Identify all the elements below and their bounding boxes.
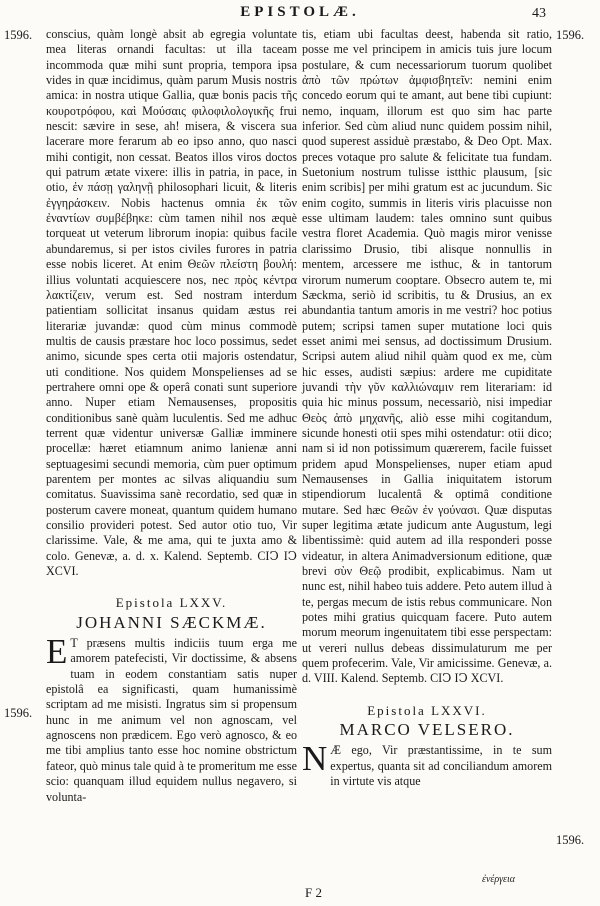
signature-mark: F 2 xyxy=(305,885,322,900)
right-column xyxy=(302,27,552,790)
letter-body-text: tis, etiam ubi facultas deest, habenda sit ratio, posse me vel principem in amicis tuis jure locum postulare, & cum necessariorum tuorum quolibet ἀπὸ τῶν πρώτων ἀμφισβητεῖν: nemini enim concedo eorum qui te amant, aut bene tibi cupiunt: nemo, inquam, illorum est quo sim hac parte inferior. Sed cùm aliud nunc quidem possim nihil, quod superest assiduè præstabo, & Deo Opt. Max. preces votaque pro salute & felicitate tua fundam. Suetonium nostrum tulisse istthic plausum, [sic enim scribis] per mihi gratum est ac jucundum. Sic enim cogito, summis in literis viris placuisse non esse ultimam laudem: tales omnino sunt quibus vestra floret Academia. Quò magis miror venisse clarissimo Drusio, tibi alisque nonnullis in mentem, arcessere me isthuc, & in tantorum virorum numerum cooptare. Obsecro autem te, mi Sæckma, seriò id scribitis, tu & Drusius, an ex abundantia tantum amoris in me vestri? hoc potius putem; scripsi tamen super mutatione loci quis esset animi mei sensus, ad doctissimum Drusium. Scripsi autem aliud nihil quàm quod ex me, cùm hic esses, audisti sæpius: ardere me cupiditate juvandi τὴν γῦν καλλιώναμιν rem literariam: id quia hic minus possum, necessariò, nisi impediar Θεὸς ἀπὸ μηχανῆς, aliò esse mihi cogitandum, sicunde honesti otii spes mihi ostendatur: otii dico; nam si id non potissimum quærerem, facile fuisset pridem apud Monspelienses, nuper etiam apud Nemausenses in Gallia iniquitatem istorum stipendiorum lucalentâ & optimâ conditione mutare. Sed hæc Θεῶν ἐν γούνασι. Quæ disputas super legitima ætate judicum ante Augustum, legi libentissimè: quid autem ad illa responderi posse videatur, in altera Animadversionum editione, quæ brevi σὺν Θεῷ prodibit, explicabimus. Nam ut nunc est, nihil habeo tuis addere. Peto autem illud à te, pergas mecum de istis rebus communicare. Non potes mihi gratius quicquam facere. Puto autem morum meorum ingenuitatem tibi esse perspectam: ut vereri nullus debeas dissimulaturum me per quem profecerim. Vale, Vir amicissime. Genevæ, a. d. VIII. Kalend. Septemb. CIↃ IↃ XCVI. xyxy=(302,27,552,686)
margin-year-left-mid: 1596. xyxy=(4,706,33,720)
margin-year-right-bottom: 1596. xyxy=(556,833,585,847)
letter-body-text: conscius, quàm longè absit ab egregia voluntate mea literas ornandi facultas: ut illa taceam incommoda quæ mihi sunt propria, tempora ipsa vides in quæ incidimus, quàm parum Musis nostris amica: in nostra utique Gallia, quæ bonis pacis τῆς κουροτρόφου, καὶ Μούσαις φιλοφιλολογικῆς frui nescit: sævire in sese, ah! misera, & viscera sua lacerare more ferarum ab eo ipso anno, quo nasci mihi contigit, non cessat. Beatos illos viros doctos qui patrum ætate vixere: illis in patria, in pace, in otio, ἐν πάσῃ γαληνῇ philosophari licuit, & literis ἐγγηράσκειν. Nobis hactenus omnia ἐκ τῶν ἐναντίων συμβέβηκε: cùm tamen nihil nos æquè torqueat ut veterum librorum inopia: quibus facile abundaremus, si per istos civiles furores in patria esse nobis liceret. At enim Θεῶν πλείστη βουλή: illius voluntati acquiescere nos, nec πρὸς κέντρα λακτίζειν, verum est. Sed nostram interdum patientiam sollicitat insanus quidam æstus rei literariæ juvandæ: quod cùm minus commodè multis de causis præstare hoc loco possimus, sedet animo, sicunde spes certa otii majoris ostendatur, uti conditione. Nos quidem Monspelienses ad se pertrahere omni ope & operâ conati sunt superiore anno. Nuper etiam Nemausenses, propositis conditionibus sanè quàm luculentis. Sed me adhuc terrent quæ videntur universæ Galliæ imminere procellæ: hæret etiamnum animo lanienæ anni septuagesimi secundi memoria, cùm puer optimum parentem per montes ac silvas aliquandiu sum comitatus. Suavissima sanè recordatio, sed quæ in posterum cavere moneat, quantum quidem humano consilio provideri potest. Sed autor otio tuo, Vir clarissime. Vale, & me ama, qui te juxta amo & colo. Genevæ, a. d. x. Kalend. Septemb. CIↃ IↃ XCVI. xyxy=(46,27,297,579)
left-column xyxy=(46,27,297,805)
letter-addressee: MARCO VELSERO. xyxy=(339,720,515,740)
letter-heading: Epistola LXXV. xyxy=(115,595,228,611)
margin-year-top-right: 1596. xyxy=(556,28,585,42)
catchword: ἐνέργεια xyxy=(482,874,516,885)
letter-body-text: NÆ ego, Vir præstantissime, in te sum expertus, quanta sit ad conciliandum amorem in virtute vis atque xyxy=(302,739,552,789)
letter-addressee: JOHANNI SÆCKMÆ. xyxy=(76,612,267,632)
letter-heading: Epistola LXXVI. xyxy=(367,702,487,718)
running-title: EPISTOLÆ. xyxy=(240,4,360,20)
page-number: 43 xyxy=(532,6,546,21)
letter-body-text: ET præsens multis indiciis tuum erga me amorem patefecisti, Vir doctissime, & absens tuam in eodem constantiam satis nuper epistolâ ea significasti, quam humanissimè scriptam ad me misisti. Ingratus sim si propensum hunc in me animum vel non agnoscam, vel agnoscens non prædicem. Ego verò agnosco, & eo me tibi amplius tanto esse hoc nomine obstrictum fateor, quò minus tale quid à te promeritum me esse scio: quanquam illud equidem nullus negavero, si volunta- xyxy=(46,632,297,804)
margin-year-top-left: 1596. xyxy=(4,28,33,42)
